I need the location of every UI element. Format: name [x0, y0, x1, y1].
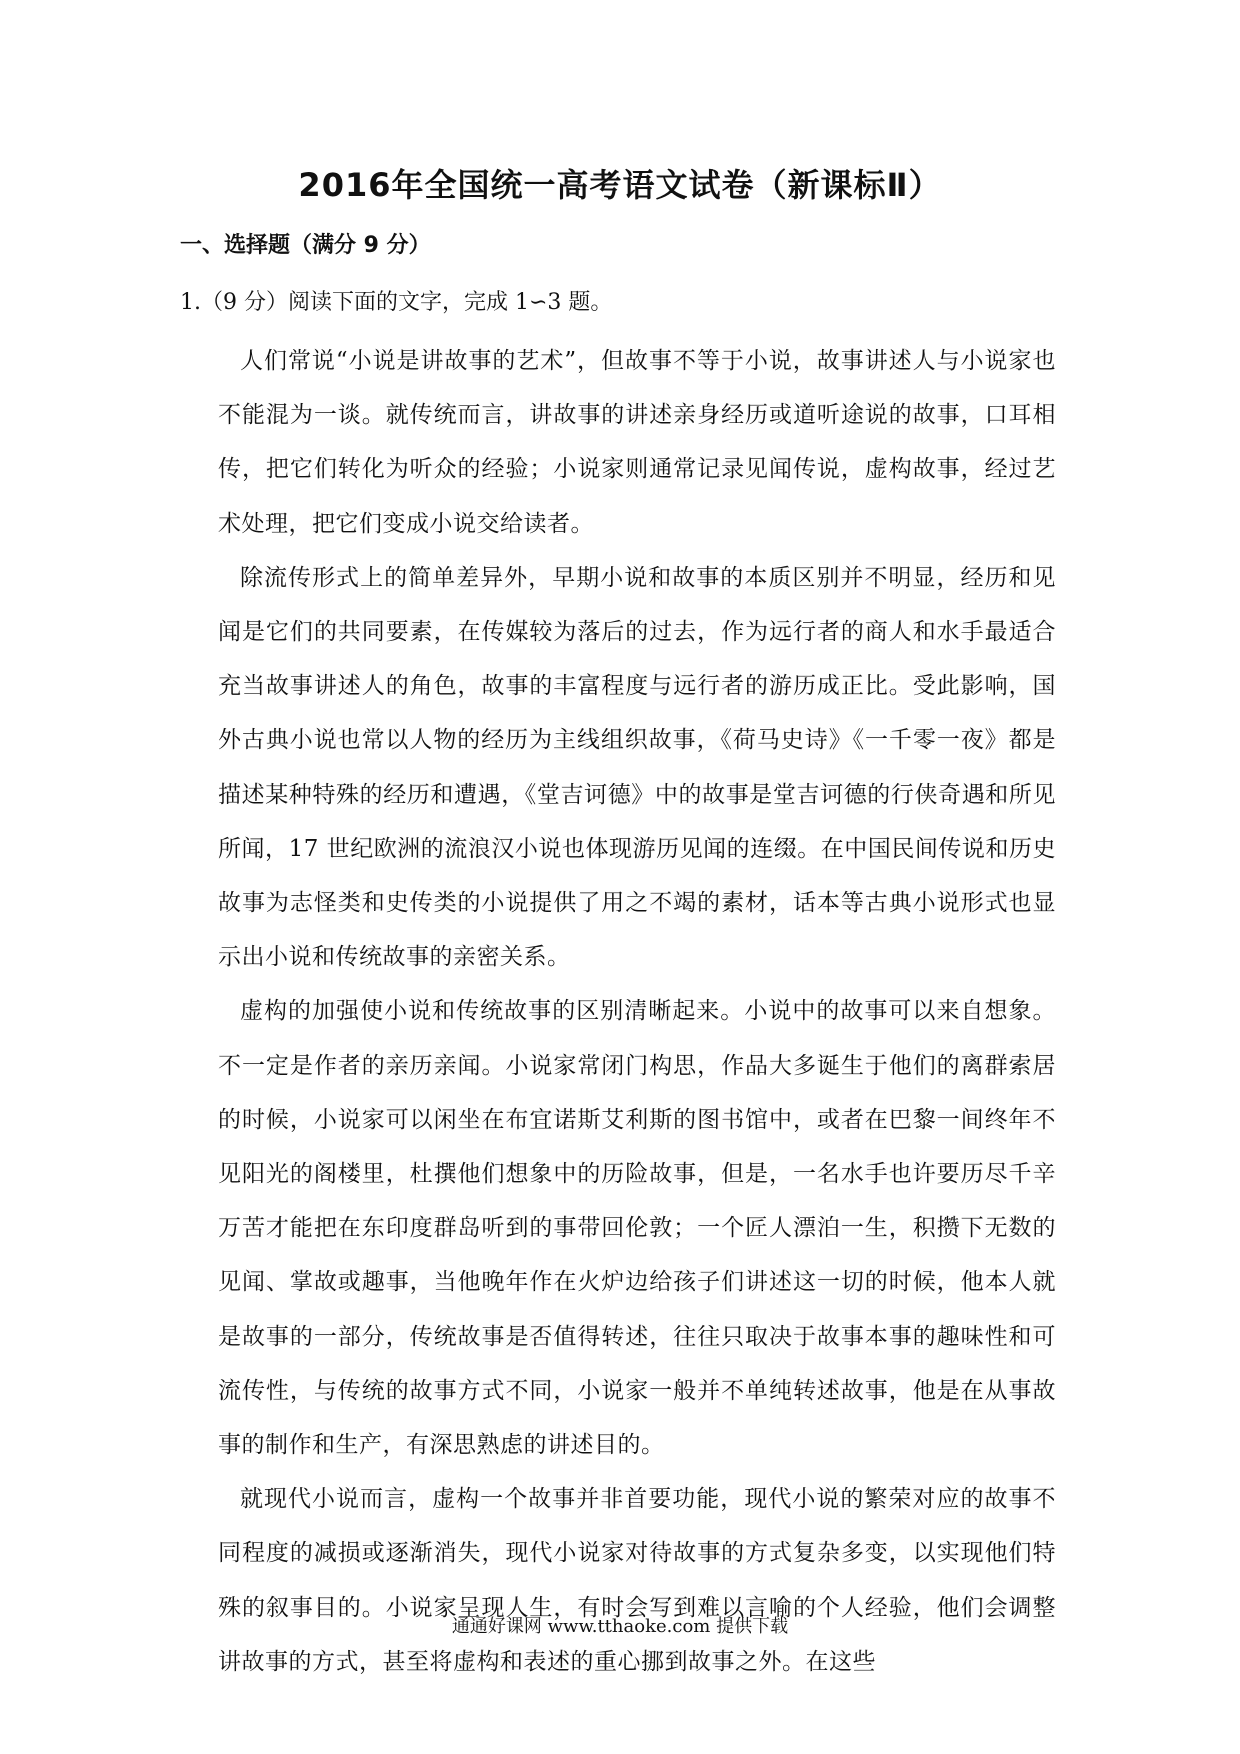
passage-paragraph: 虚构的加强使小说和传统故事的区别清晰起来。小说中的故事可以来自想象。不一定是作者的亲历亲闻。小说家常闭门构思，作品大多诞生于他们的离群索居的时候，小说家可以闲坐在布宜诺斯艾利斯的图书馆中，或者在巴黎一间终年不见阳光的阁楼里，杜撰他们想象中的历险故事，但是，一名水手也许要历尽千辛万苦才能把在东印度群岛听到的事带回伦敦；一个匠人漂泊一生，积攒下无数的见闻、掌故或趣事，当他晚年作在火炉边给孩子们讲述这一切的时候，他本人就是故事的一部分，传统故事是否值得转述，往往只取决于故事本事的趣味性和可流传性，与传统的故事方式不同，小说家一般并不单纯转述故事，他是在从事故事的制作和生产，有深思熟虑的讲述目的。 [218, 998, 1056, 1459]
question-prompt: 1.（9 分）阅读下面的文字，完成 1∽3 题。 [180, 290, 613, 315]
section-heading: 一、选择题（满分 9 分） [180, 233, 431, 258]
download-footer: 通通好课网 www.tthaoke.com 提供下载 [451, 1616, 789, 1637]
reading-passage [218, 334, 1056, 1689]
page-title: 2016年全国统一高考语文试卷（新课标Ⅱ） [298, 166, 942, 204]
passage-paragraph: 就现代小说而言，虚构一个故事并非首要功能，现代小说的繁荣对应的故事不同程度的减损或逐渐消失，现代小说家对待故事的方式复杂多变，以实现他们特殊的叙事目的。小说家呈现人生，有时会写到难以言喻的个人经验，他们会调整讲故事的方式，甚至将虚构和表述的重心挪到故事之外。在这些 [218, 1486, 1056, 1675]
passage-paragraph: 人们常说“小说是讲故事的艺术”，但故事不等于小说，故事讲述人与小说家也不能混为一谈。就传统而言，讲故事的讲述亲身经历或道听途说的故事，口耳相传，把它们转化为听众的经验；小说家则通常记录见闻传说，虚构故事，经过艺术处理，把它们变成小说交给读者。 [218, 348, 1056, 537]
passage-paragraph: 除流传形式上的简单差异外，早期小说和故事的本质区别并不明显，经历和见闻是它们的共同要素，在传媒较为落后的过去，作为远行者的商人和水手最适合充当故事讲述人的角色，故事的丰富程度与远行者的游历成正比。受此影响，国外古典小说也常以人物的经历为主线组织故事，《荷马史诗》《一千零一夜》都是描述某种特殊的经历和遭遇，《堂吉诃德》中的故事是堂吉诃德的行侠奇遇和所见所闻，17 世纪欧洲的流浪汉小说也体现游历见闻的连缀。在中国民间传说和历史故事为志怪类和史传类的小说提供了用之不竭的素材，话本等古典小说形式也显示出小说和传统故事的亲密关系。 [218, 564, 1056, 971]
